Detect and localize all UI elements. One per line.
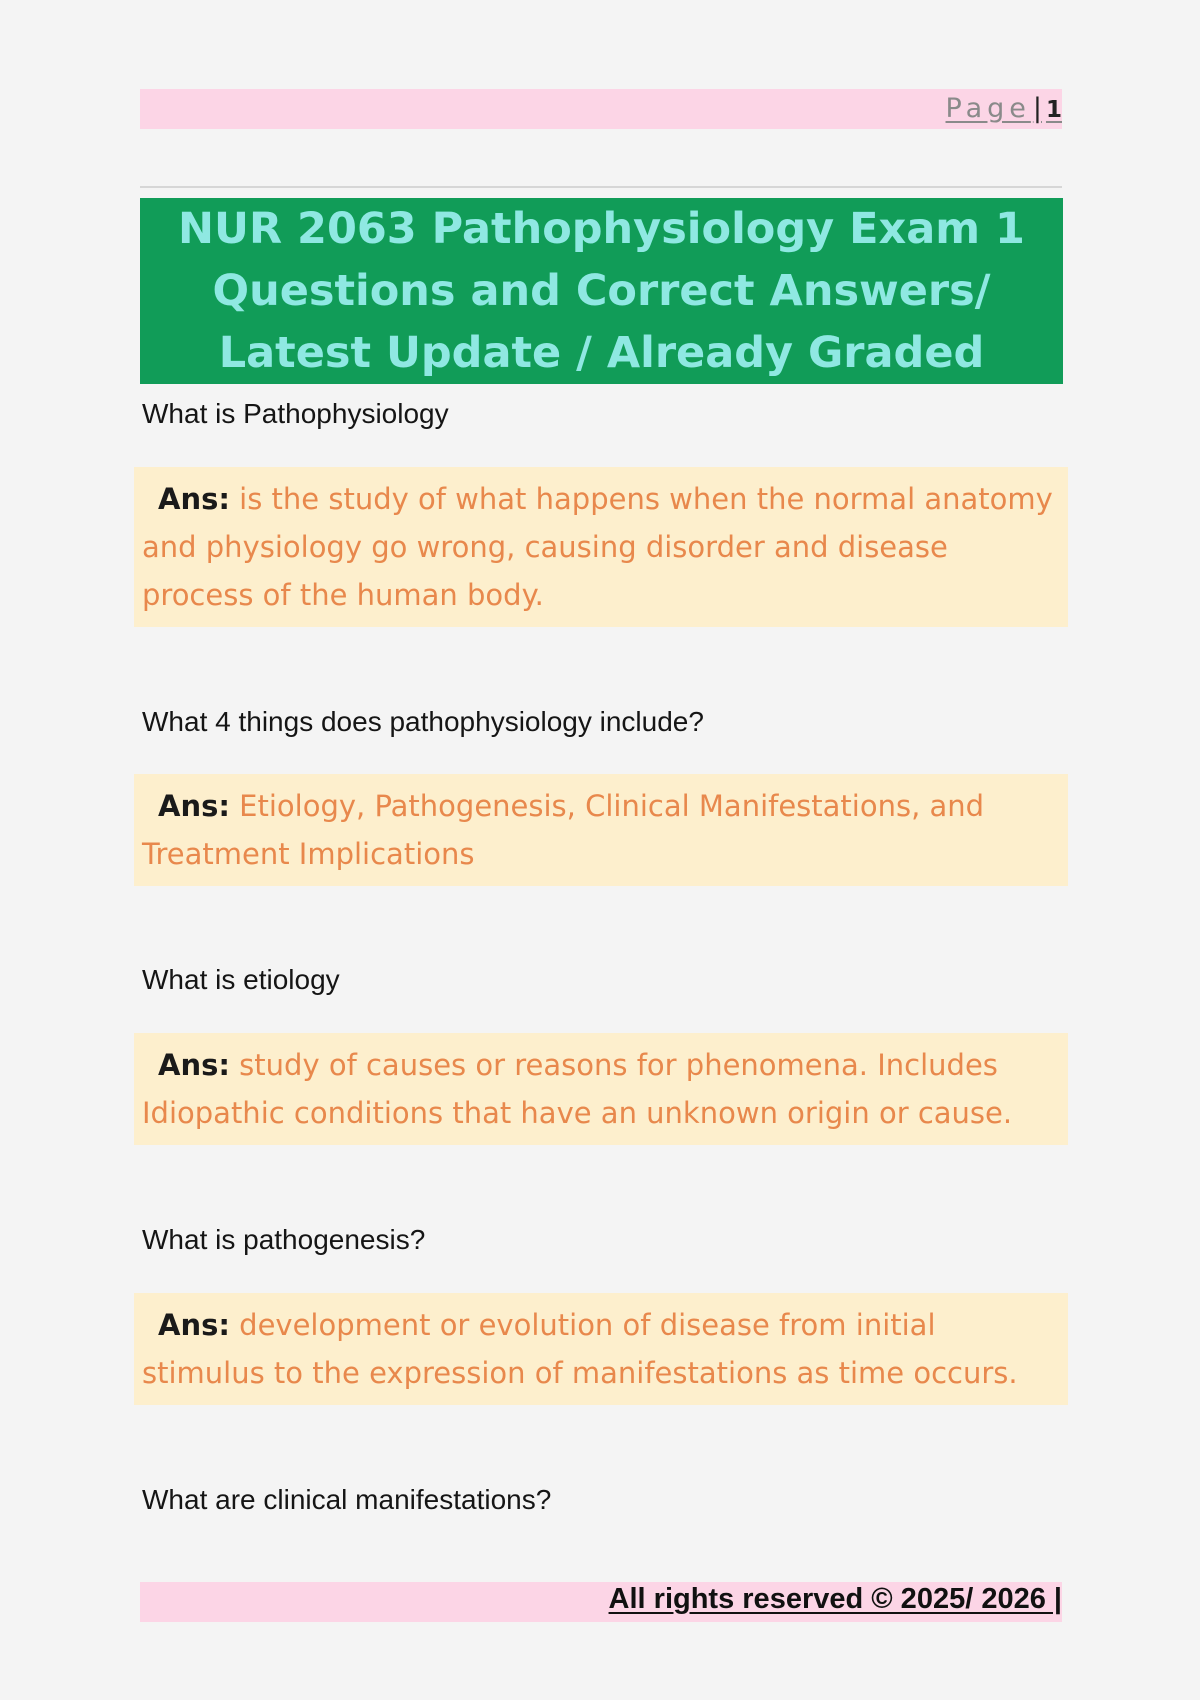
question-1: What is Pathophysiology xyxy=(142,398,449,429)
question-4: What is pathogenesis? xyxy=(142,1224,426,1255)
question-3: What is etiology xyxy=(142,964,340,995)
answer-label: Ans: xyxy=(158,789,230,823)
header-divider xyxy=(140,186,1062,188)
answer-2 xyxy=(134,774,1068,886)
question-5: What are clinical manifestations? xyxy=(142,1484,552,1515)
answer-text: Etiology, Pathogenesis, Clinical Manifestations, and Treatment Implications xyxy=(142,789,985,871)
answer-4 xyxy=(134,1293,1068,1405)
answer-text: study of causes or reasons for phenomena. Includes Idiopathic conditions that have an unknown origin or cause. xyxy=(142,1048,1013,1130)
answer-text: is the study of what happens when the normal anatomy and physiology go wrong, causing disorder and disease process of the human body. xyxy=(142,482,1053,612)
page-separator: | xyxy=(1032,93,1042,124)
answer-label: Ans: xyxy=(158,482,230,516)
question-2: What 4 things does pathophysiology include? xyxy=(142,706,704,737)
answer-label: Ans: xyxy=(158,1048,230,1082)
answer-label: Ans: xyxy=(158,1308,230,1342)
page-footer xyxy=(140,1582,1062,1622)
page-number-label xyxy=(946,93,1063,124)
answer-text: development or evolution of disease from initial stimulus to the expression of manifestations as time occurs. xyxy=(142,1308,1018,1390)
page-word: Page xyxy=(945,93,1031,124)
page-number: 1 xyxy=(1045,97,1062,123)
answer-3 xyxy=(134,1033,1068,1145)
title-banner xyxy=(140,198,1063,384)
answer-1 xyxy=(134,467,1068,627)
copyright-notice: All rights reserved © 2025/ 2026 | xyxy=(608,1583,1062,1615)
document-title: NUR 2063 Pathophysiology Exam 1 Questions and Correct Answers/ Latest Update / Already Graded xyxy=(178,204,1025,378)
page-header xyxy=(140,89,1062,129)
